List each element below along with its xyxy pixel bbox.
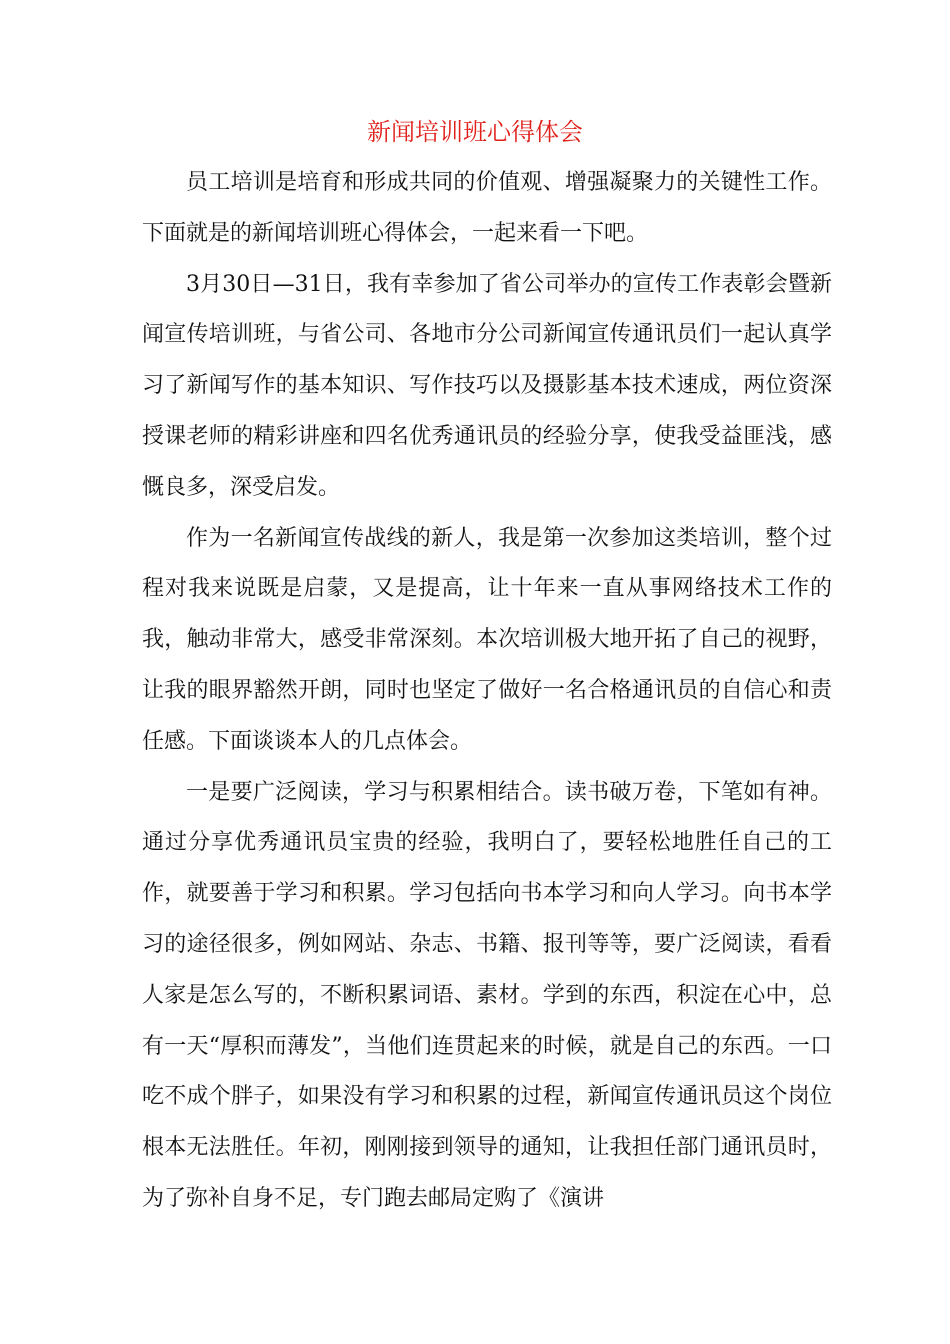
document-body (142, 158, 832, 1225)
paragraph-newcomer-impression: 作为一名新闻宣传战线的新人，我是第一次参加这类培训，整个过程对我来说既是启蒙，又是提高，让十年来一直从事网络技术工作的我，触动非常大，感受非常深刻。本次培训极大地开拓了自己的视野，让我的眼界豁然开朗，同时也坚定了做好一名合格通讯员的自信心和责任感。下面谈谈本人的几点体会。 (142, 525, 832, 754)
paragraph-intro: 员工培训是培育和形成共同的价值观、增强凝聚力的关键性工作。下面就是的新闻培训班心得体会，一起来看一下吧。 (142, 170, 832, 246)
paragraph-training-event: 3月30日—31日，我有幸参加了省公司举办的宣传工作表彰会暨新闻宣传培训班，与省公司、各地市分公司新闻宣传通讯员们一起认真学习了新闻写作的基本知识、写作技巧以及摄影基本技术速成，两位资深授课老师的精彩讲座和四名优秀通讯员的经验分享，使我受益匪浅，感慨良多，深受启发。 (142, 271, 832, 500)
paragraph-reading-accumulation: 一是要广泛阅读，学习与积累相结合。读书破万卷，下笔如有神。通过分享优秀通讯员宝贵的经验，我明白了，要轻松地胜任自己的工作，就要善于学习和积累。学习包括向书本学习和向人学习。向书本学习的途径很多，例如网站、杂志、书籍、报刊等等，要广泛阅读，看看人家是怎么写的，不断积累词语、素材。学到的东西，积淀在心中，总有一天“厚积而薄发”，当他们连贯起来的时候，就是自己的东西。一口吃不成个胖子，如果没有学习和积累的过程，新闻宣传通讯员这个岗位根本无法胜任。年初，刚刚接到领导的通知，让我担任部门通讯员时，为了弥补自身不足，专门跑去邮局定购了《演讲 (142, 779, 832, 1211)
document-title: 新闻培训班心得体会 (367, 118, 583, 146)
